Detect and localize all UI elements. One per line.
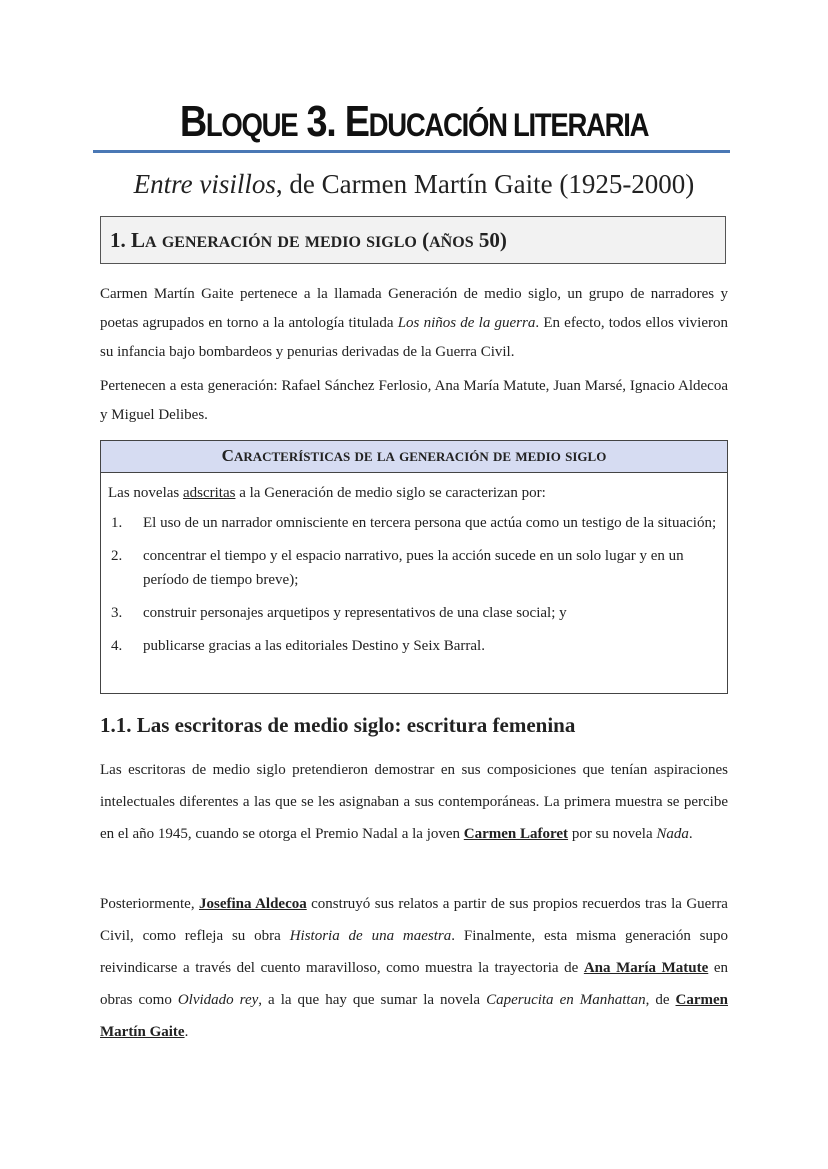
- list-item-text: El uso de un narrador omnisciente en tercera persona que actúa como un testigo de la situación;: [143, 515, 717, 531]
- characteristics-intro: [108, 483, 546, 503]
- list-item: [101, 634, 727, 658]
- page-title: [58, 92, 770, 155]
- subtitle-work-title: Entre visillos: [133, 169, 276, 199]
- subtitle-author: , de Carmen Martín Gaite (1925-2000): [275, 169, 695, 199]
- title-initial-e: E: [344, 97, 369, 146]
- para1-text-b: . En efecto, todos ellos vivieron su infancia bajo bombardeos y penurias derivadas de la Guerra Civil.: [100, 315, 728, 360]
- paragraph-generation-members: Pertenecen a esta generación: Rafael Sánchez Ferlosio, Ana María Matute, Juan Marsé, Ignacio Aldecoa y Miguel Delibes.: [100, 378, 728, 423]
- paragraph-later-writers: [100, 888, 728, 1048]
- title-underline-rule: [93, 150, 730, 153]
- author-name-carmen-martin-gaite: Carmen Martín Gaite: [100, 992, 729, 1040]
- paragraph-generation-intro: [100, 280, 728, 367]
- section-1-title-text: 1. LA GENERACIÓN DE MEDIO SIGLO (AÑOS 50): [110, 228, 507, 252]
- section-1-title: [110, 225, 507, 258]
- para4-text-g: .: [184, 1024, 189, 1040]
- work-title-nada: Nada: [656, 826, 689, 842]
- author-name-carmen-laforet: Carmen Laforet: [463, 826, 569, 842]
- list-item-text: publicarse gracias a las editoriales Destino y Seix Barral.: [143, 638, 485, 654]
- page-subtitle: [0, 164, 828, 204]
- list-item: [101, 601, 727, 625]
- para4-text-e: , a la que hay que sumar la novela: [258, 992, 487, 1008]
- work-title-olvidado-rey: Olvidado rey: [177, 992, 259, 1008]
- para3-text-b: por su novela: [568, 826, 657, 842]
- section-1-1-title: 1.1. Las escritoras de medio siglo: escritura femenina: [100, 713, 576, 737]
- para4-text-b: construyó sus relatos a partir de sus propios recuerdos tras la Guerra Civil, como refleja su obra: [100, 896, 728, 944]
- author-name-josefina-aldecoa: Josefina Aldecoa: [198, 896, 307, 912]
- para1-work-title: Los niños de la guerra: [397, 315, 536, 331]
- list-item-number: 1.: [111, 515, 123, 531]
- characteristics-heading: CARACTERÍSTICAS DE LA GENERACIÓN DE MEDIO SIGLO: [101, 441, 727, 473]
- para4-text-a: Posteriormente,: [100, 896, 199, 912]
- para4-text-d: en obras como: [100, 960, 728, 1008]
- intro-underlined-word: adscritas: [182, 485, 236, 501]
- author-name-ana-maria-matute: Ana María Matute: [583, 960, 709, 976]
- list-item-number: 3.: [111, 605, 123, 621]
- title-word-educacion: DUCACIÓN: [368, 107, 507, 143]
- title-word-literaria: LITERARIA: [506, 107, 649, 143]
- section-1-heading-box: [100, 216, 726, 264]
- intro-text-b: a la Generación de medio siglo se caracterizan por:: [235, 485, 546, 501]
- work-title-historia-maestra: Historia de una maestra: [289, 928, 452, 944]
- para4-text-f: , de: [645, 992, 676, 1008]
- list-item-text: concentrar el tiempo y el espacio narrativo, pues la acción sucede en un solo lugar y en un período de tiempo breve);: [143, 548, 684, 588]
- list-item: [101, 544, 727, 592]
- list-item-text: construir personajes arquetipos y representativos de una clase social; y: [143, 605, 567, 621]
- characteristics-list: [101, 511, 727, 658]
- title-number: 3.: [297, 97, 345, 146]
- para3-text-c: .: [688, 826, 693, 842]
- title-word-bloque: LOQUE: [205, 107, 298, 143]
- intro-text-a: Las novelas: [108, 485, 183, 501]
- para3-text-a: Las escritoras de medio siglo pretendieron demostrar en sus composiciones que tenían aspiraciones intelectuales diferentes a las que se les asignaban a sus contemporáneas. La primera muestra se percibe en el año 1945, cuando se otorga el Premio Nadal a la joven: [100, 762, 728, 842]
- list-item-number: 2.: [111, 548, 123, 564]
- title-initial-b: B: [179, 97, 206, 146]
- para4-text-c: . Finalmente, esta misma generación supo reivindicarse a través del cuento maravilloso, como muestra la trayectoria de: [100, 928, 729, 976]
- list-item-number: 4.: [111, 638, 123, 654]
- paragraph-women-writers: [100, 754, 728, 850]
- list-item: [101, 511, 727, 535]
- para1-text-a: Carmen Martín Gaite pertenece a la llamada Generación de medio siglo, un grupo de narradores y poetas agrupados en torno a la antología titulada: [100, 286, 728, 331]
- work-title-caperucita: Caperucita en Manhattan: [486, 992, 646, 1008]
- characteristics-box: [100, 440, 728, 694]
